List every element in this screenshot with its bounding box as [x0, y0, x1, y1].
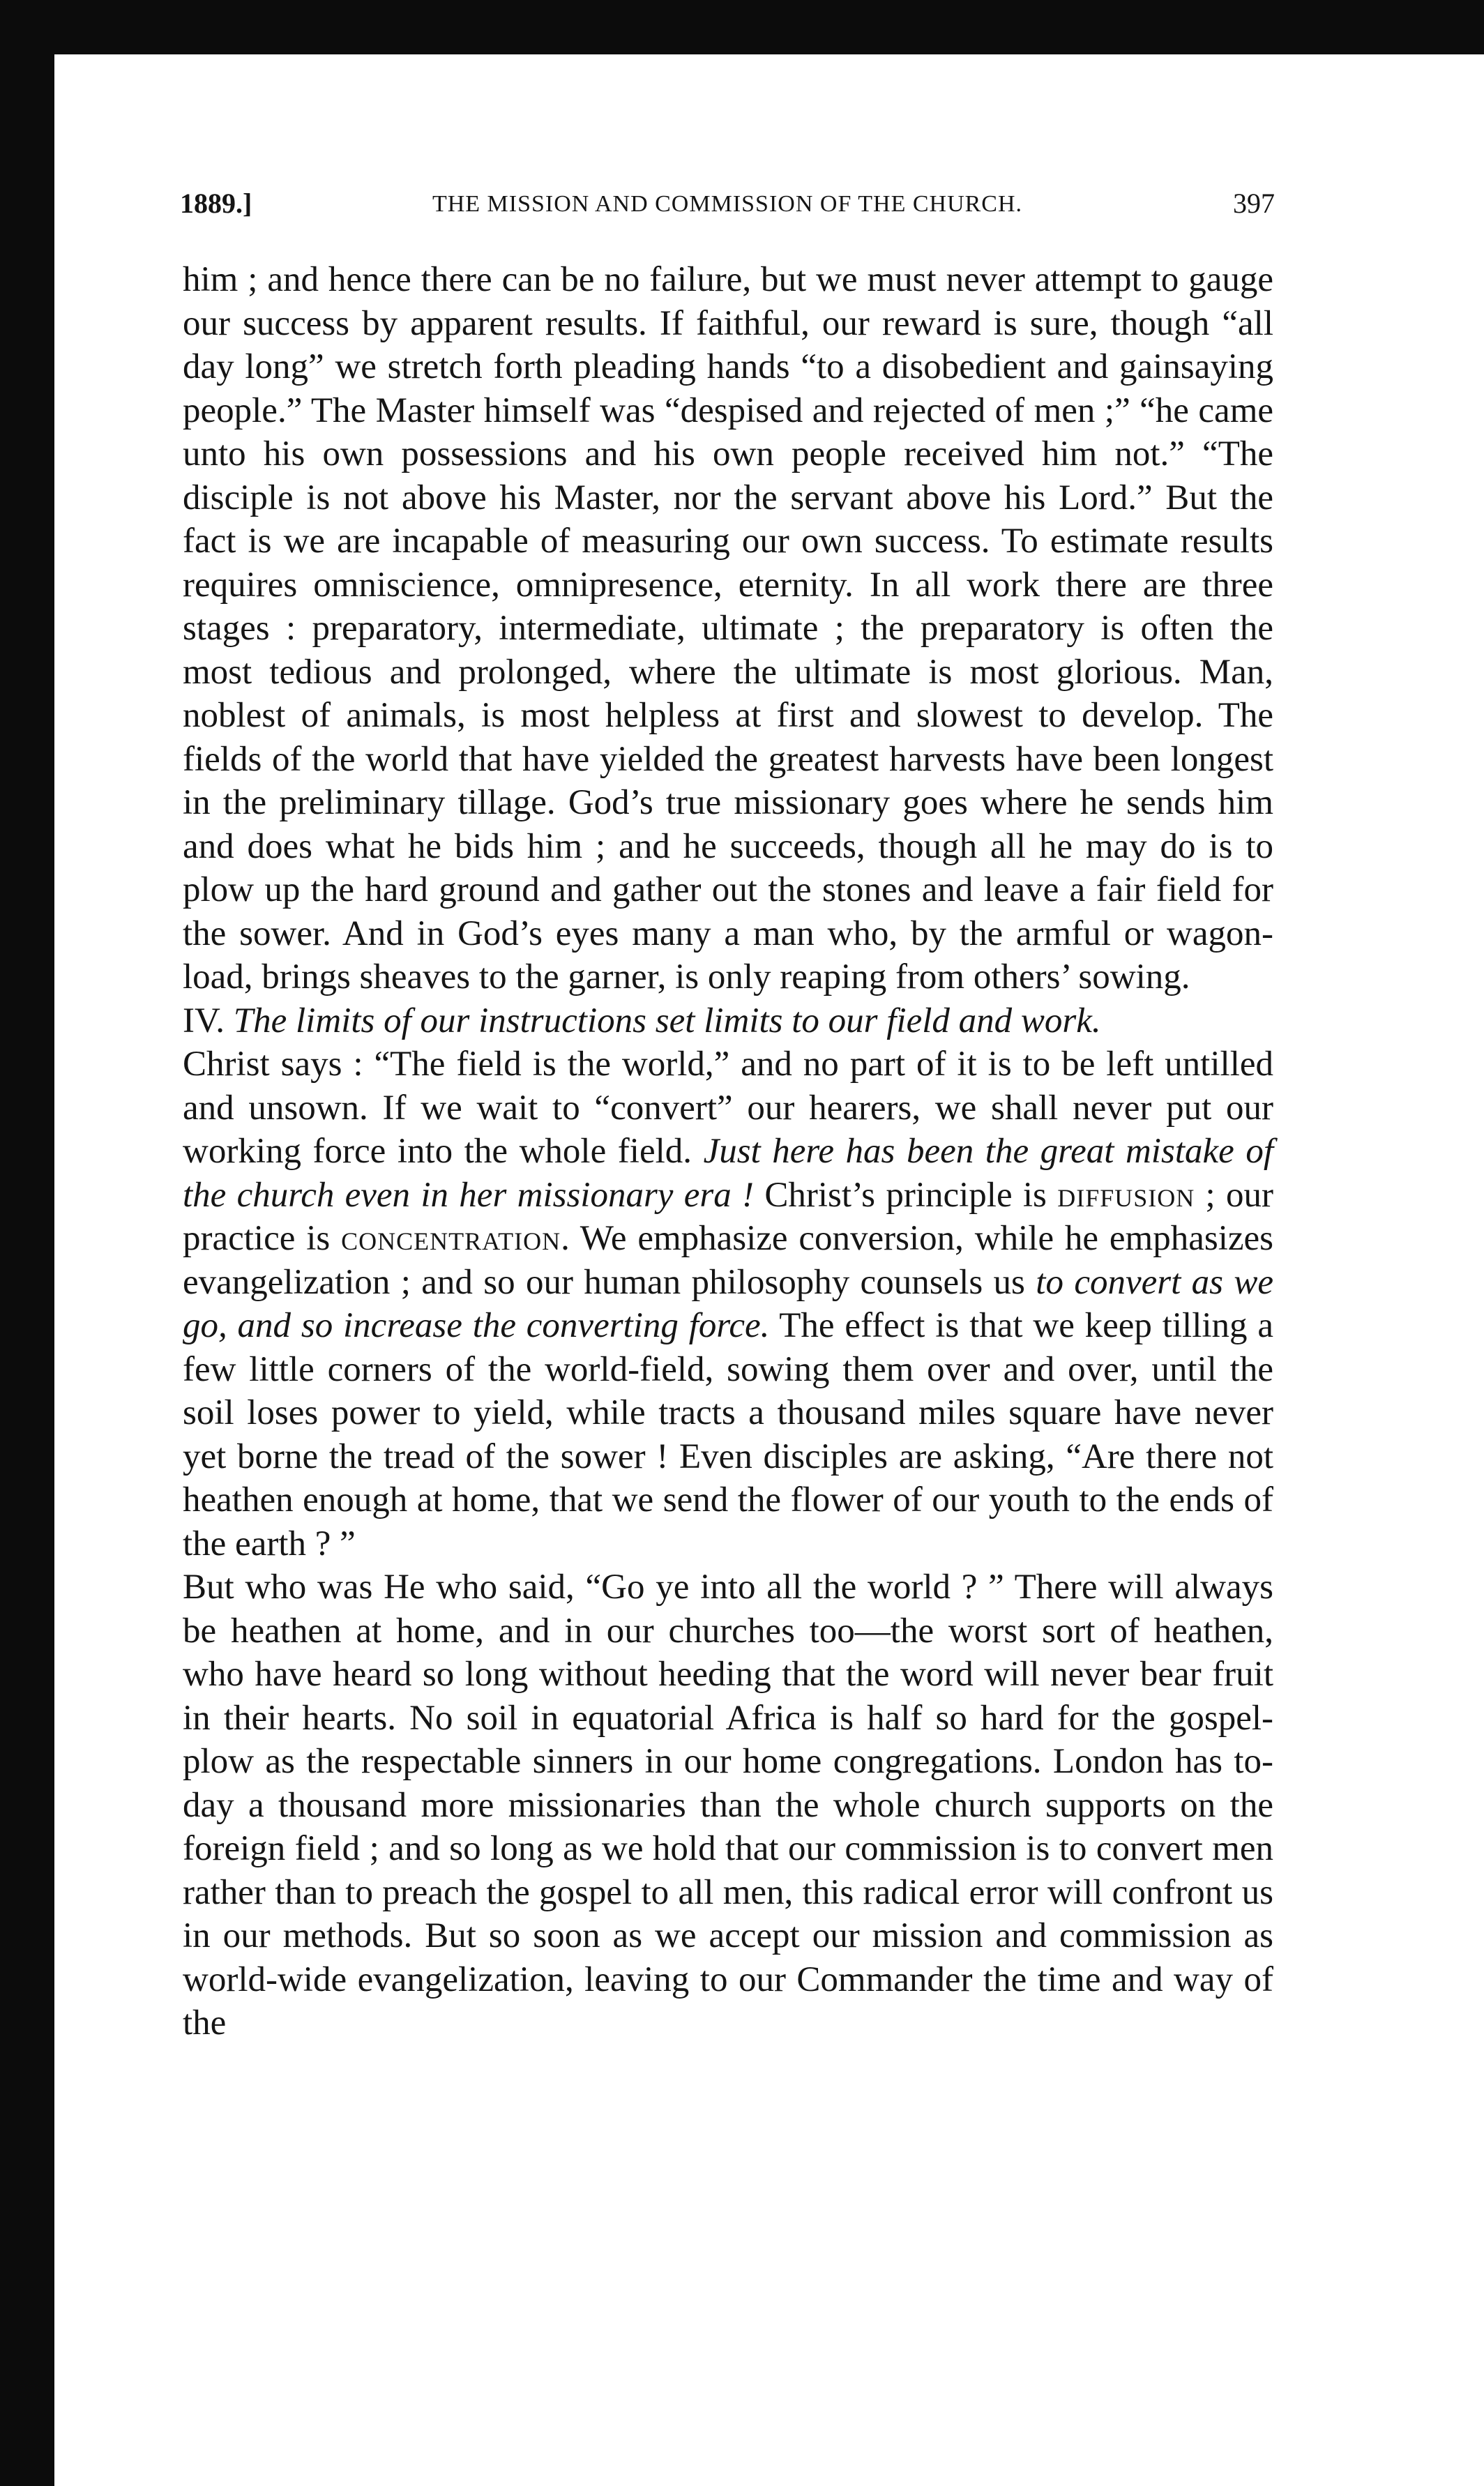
italic-text: to convert as we go, and so increase the converting force.: [183, 1262, 1273, 1345]
text-run: Christ says : “The field is the world,” and no part of it is to be left untilled and unsown. If we wait to “convert” our hearers, we shall never put our working force into the whole field.: [183, 1045, 1273, 1171]
scan-left-border: [0, 0, 54, 2486]
page-body: [183, 258, 1273, 2045]
italic-text: The limits of our instructions set limits to our field and work.: [233, 1001, 1101, 1040]
small-caps-text: diffusion: [1057, 1175, 1195, 1215]
paragraph: [183, 1043, 1273, 1566]
paragraph: [183, 999, 1273, 1043]
header-page-number: 397: [1233, 188, 1275, 219]
text-run: ; our practice is: [183, 1175, 1274, 1258]
text-run: But who was He who said, “Go ye into all the world ? ” There will always be heathen at home, and in our churches too—the worst sort of heathen, who have heard so long without heeding that the word will never bear fruit in their hearts. No soil in equatorial Africa is half so hard for the gospel-plow as the respectable sinners in our home congregations. London has to-day a thousand more missionaries than the whole church supports on the foreign field ; and so long as we hold that our commission is to convert men rather than to preach the gospel to all men, this radical error will confront us in our methods. But so soon as we accept our mission and commission as world-wide evangelization, leaving to our Commander the time and way of the: [183, 1568, 1273, 2042]
small-caps-text: concentration: [341, 1219, 561, 1258]
text-run: him ; and hence there can be no failure, but we must never attempt to gauge our success by apparent results. If faithful, our reward is sure, though “all day long” we stretch forth pleading hands “to a disobedient and gainsaying people.” The Master himself was “despised and rejected of men ;” “he came unto his own possessions and his own people received him not.” “The disciple is not above his Master, nor the servant above his Lord.” But the fact is we are incapable of measuring our own success. To estimate results requires omniscience, omnipresence, eternity. In all work there are three stages : preparatory, intermediate, ultimate ; the preparatory is often the most tedious and prolonged, where the ultimate is most glorious. Man, noblest of animals, is most helpless at first and slowest to develop. The fields of the world that have yielded the greatest harvests have been longest in the preliminary tillage. God’s true missionary goes where he sends him and does what he bids him ; and he succeeds, though all he may do is to plow up the hard ground and gather out the stones and leave a fair field for the sower. And in God’s eyes many a man who, by the armful or wagon-load, brings sheaves to the garner, is only reaping from others’ sowing.: [183, 260, 1273, 996]
header-year: 1889.]: [180, 188, 252, 219]
italic-text: Just here has been the great mistake of the church even in her missionary era !: [183, 1132, 1273, 1215]
text-run: The effect is that we keep tilling a few little corners of the world-field, sowing them over and over, until the soil loses power to yield, while tracts a thousand miles square have never yet borne the tread of the sower ! Even disciples are asking, “Are there not heathen enough at home, that we send the flower of our youth to the ends of the earth ? ”: [183, 1306, 1273, 1563]
paragraph: [183, 258, 1273, 999]
text-run: Christ’s principle is: [754, 1175, 1058, 1215]
text-run: IV.: [183, 1001, 234, 1040]
header-running-title: THE MISSION AND COMMISSION OF THE CHURCH.: [432, 191, 1023, 217]
paragraph: [183, 1566, 1273, 2045]
running-header: [180, 187, 1275, 229]
text-run: . We emphasize conversion, while he emphasizes evangelization ; and so our human philosophy counsels us: [183, 1219, 1273, 1302]
scan-top-border: [0, 0, 1484, 54]
